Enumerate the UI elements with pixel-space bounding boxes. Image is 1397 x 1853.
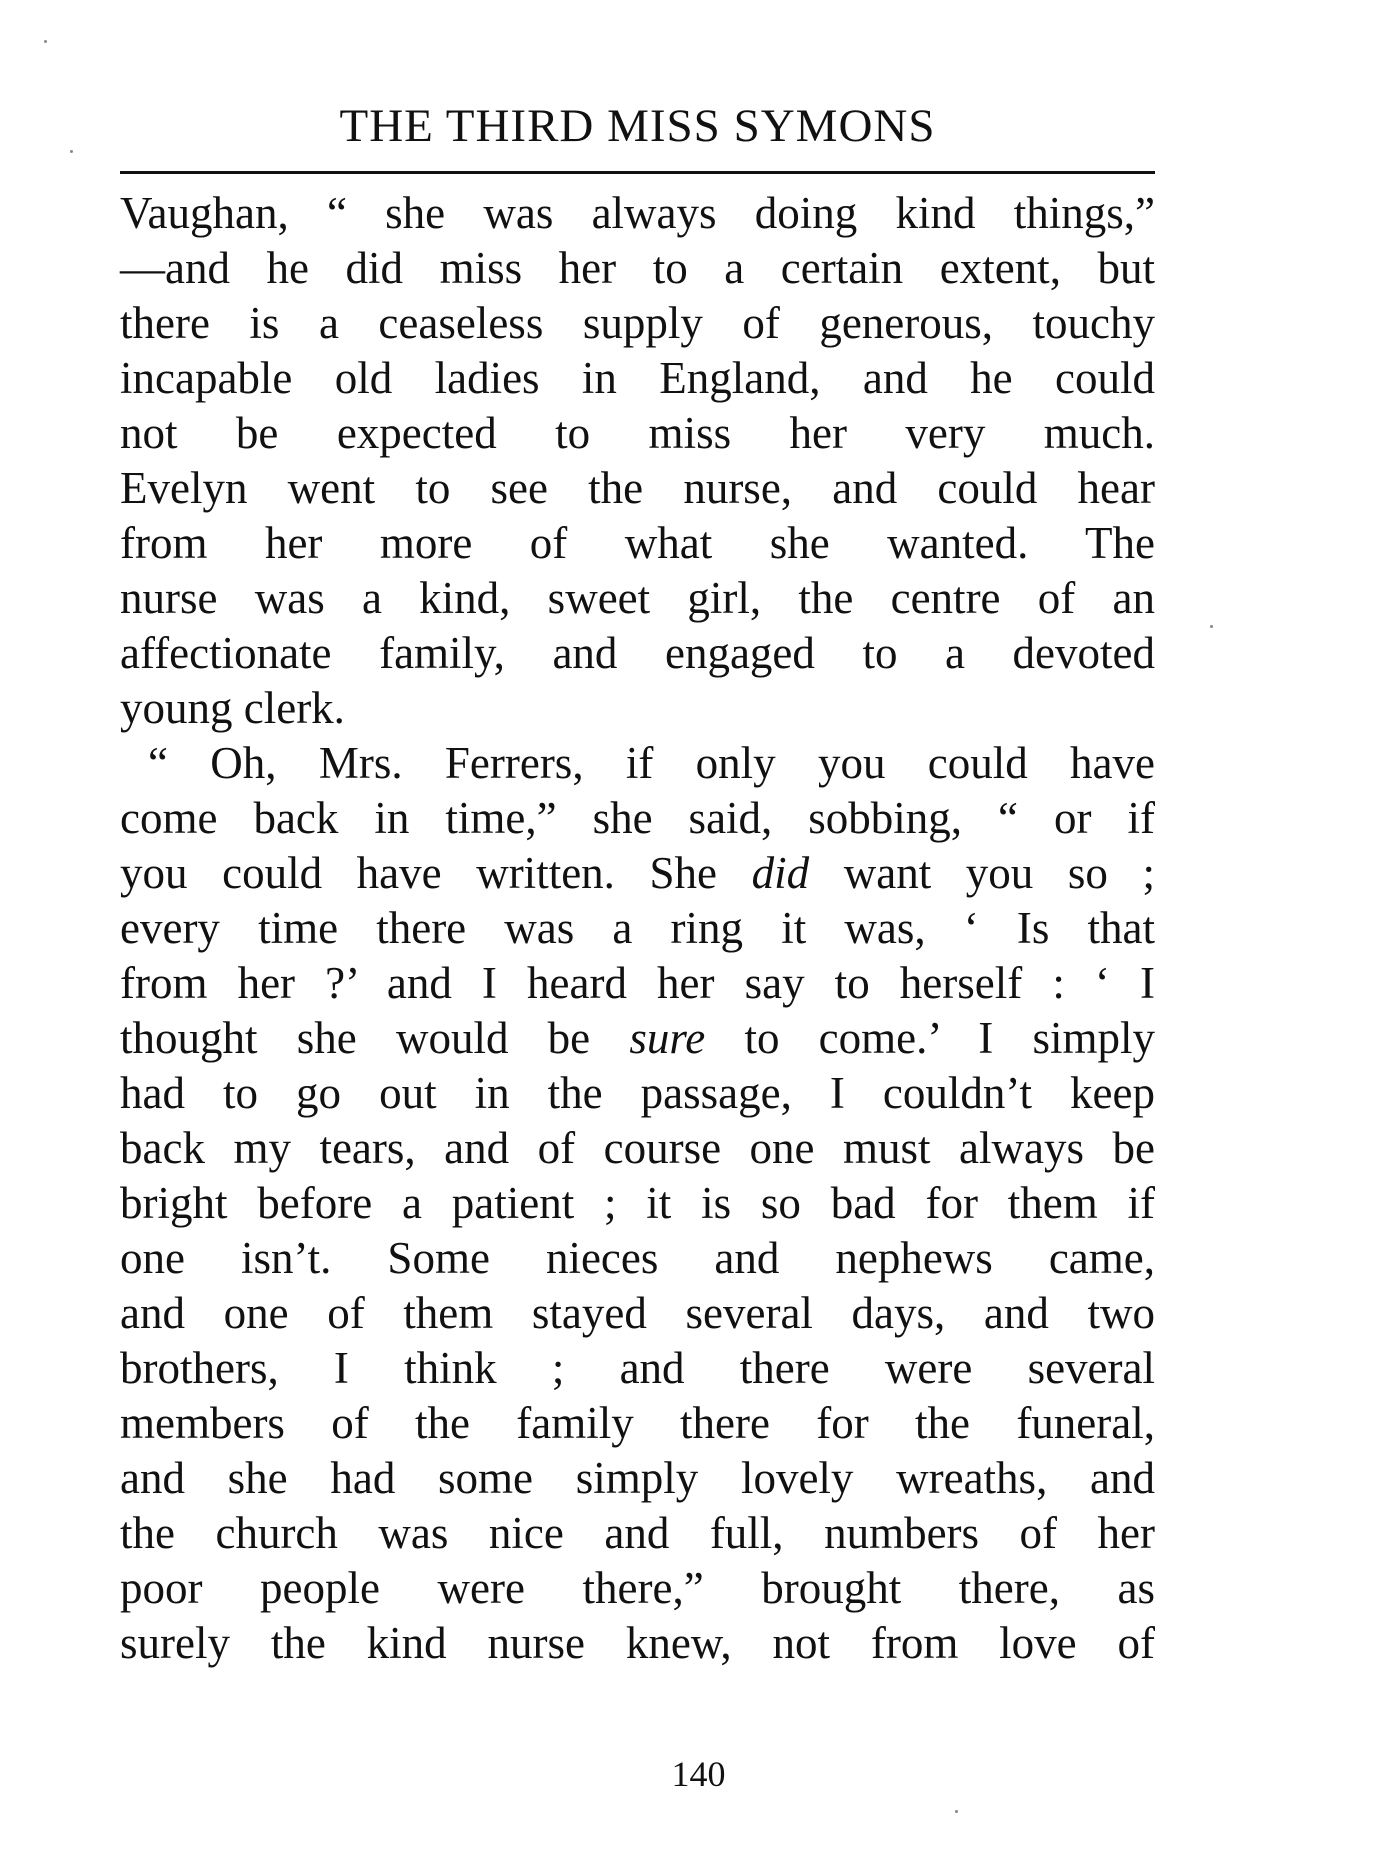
text-line: poor people were there,” brought there, as <box>120 1563 1155 1613</box>
italic-emphasis: sure <box>629 1013 706 1063</box>
scan-speck <box>70 150 73 153</box>
body-text <box>120 186 1155 1671</box>
text-line: thought she would be sure to come.’ I simply <box>120 1013 1155 1063</box>
text-line: the church was nice and full, numbers of her <box>120 1508 1155 1558</box>
text-line: nurse was a kind, sweet girl, the centre of an <box>120 573 1155 623</box>
text-line: —and he did miss her to a certain extent, but <box>120 243 1155 293</box>
text-line: not be expected to miss her very much. <box>120 408 1155 458</box>
text-line: members of the family there for the funeral, <box>120 1398 1155 1448</box>
text-line: back my tears, and of course one must always be <box>120 1123 1155 1173</box>
running-head: THE THIRD MISS SYMONS <box>339 100 936 152</box>
text-line: from her ?’ and I heard her say to herself : ‘ I <box>120 958 1155 1008</box>
text-line: there is a ceaseless supply of generous, touchy <box>120 298 1155 348</box>
text-line: bright before a patient ; it is so bad for them if <box>120 1178 1155 1228</box>
text-line: incapable old ladies in England, and he could <box>120 353 1155 403</box>
text-line: and she had some simply lovely wreaths, and <box>120 1453 1155 1503</box>
page-number: 140 <box>671 1754 726 1794</box>
scan-speck <box>1210 625 1213 628</box>
text-line: from her more of what she wanted. The <box>120 518 1155 568</box>
scan-speck <box>955 1810 958 1813</box>
text-line: every time there was a ring it was, ‘ Is that <box>120 903 1155 953</box>
text-line: affectionate family, and engaged to a devoted <box>120 628 1155 678</box>
text-line: surely the kind nurse knew, not from love of <box>120 1618 1155 1668</box>
scan-speck <box>44 40 47 43</box>
header-rule <box>120 171 1155 174</box>
italic-emphasis: did <box>751 848 810 898</box>
text-line-paragraph-end: young clerk. <box>120 683 345 733</box>
text-line: and one of them stayed several days, and two <box>120 1288 1155 1338</box>
text-line: come back in time,” she said, sobbing, “ or if <box>120 793 1155 843</box>
text-line: brothers, I think ; and there were several <box>120 1343 1155 1393</box>
text-line: Vaughan, “ she was always doing kind things,” <box>120 188 1155 238</box>
text-line: one isn’t. Some nieces and nephews came, <box>120 1233 1155 1283</box>
text-line: you could have written. She did want you so ; <box>120 848 1155 898</box>
text-line: had to go out in the passage, I couldn’t keep <box>120 1068 1155 1118</box>
text-line: Evelyn went to see the nurse, and could hear <box>120 463 1155 513</box>
text-line-paragraph-start: “ Oh, Mrs. Ferrers, if only you could have <box>148 738 1155 788</box>
